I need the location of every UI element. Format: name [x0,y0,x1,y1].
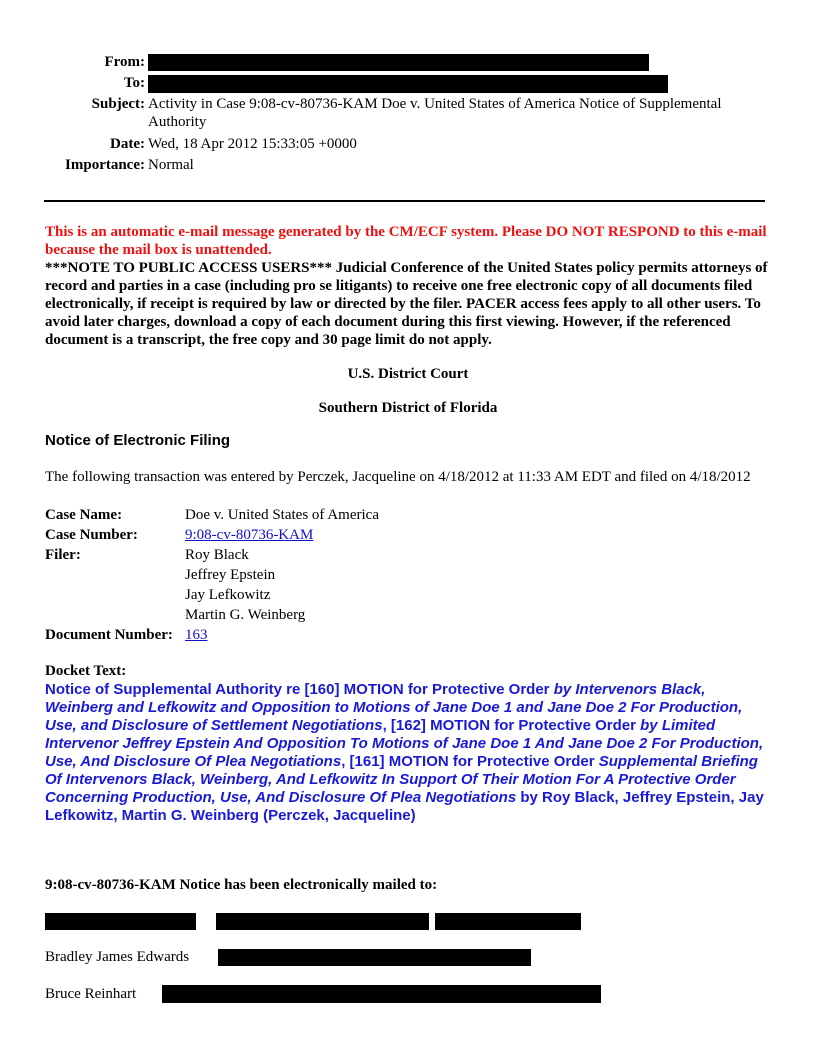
subject-value: Activity in Case 9:08-cv-80736-KAM Doe v. United States of America Notice of Supplemental Authority [148,96,722,130]
email-header [0,52,816,176]
public-access-note: ***NOTE TO PUBLIC ACCESS USERS*** Judicial Conference of the United States policy permits attorneys of record and parties in a case (including pro se litigants) to receive one free electronic copy of all documents filed electronically, if receipt is required by law or directed by the filer. PACER access fees apply to all other users. To avoid later charges, download a copy of each document during this first viewing. However, if the referenced document is a transcript, the free copy and 30 page limit do not apply. [45,260,768,348]
docket-segment-italic: by Intervenors Black, Weinberg and Lefkowitz and Opposition to Motions of Jane Doe 1 and Jane Doe 2 For Production, Use, and Disclosure of Settlement Negotiations [45,681,743,734]
recipient-name: Bruce Reinhart [45,986,137,1002]
filer-label: Filer: [45,547,81,563]
court-district: Southern District of Florida [318,400,498,416]
docket-segment: Notice of Supplemental Authority re [160] MOTION for Protective Order [45,681,554,698]
docket-segment-italic: by Limited Intervenor Jeffrey Epstein And Opposition To Motions of Jane Doe 1 And Jane Doe 2 For Production, Use, And Disclosure Of Plea Negotiations [45,717,764,770]
document-number-label: Document Number: [45,627,173,643]
date-value: Wed, 18 Apr 2012 15:33:05 +0000 [148,136,357,152]
from-row [0,52,816,73]
filer-name: Martin G. Weinberg [185,607,306,623]
mailed-to-heading: 9:08-cv-80736-KAM Notice has been electronically mailed to: [45,877,438,893]
recipient-redaction [216,913,429,930]
from-redaction [148,54,649,71]
to-row [0,73,816,94]
docket-segment-italic: Supplemental Briefing Of Intervenors Black, Weinberg, And Lefkowitz In Support Of Their Motion For A Protective Order Concerning Production, Use, And Disclosure Of Plea Negotiations [45,753,758,806]
importance-value: Normal [148,157,194,173]
transaction-text: The following transaction was entered by Perczek, Jacqueline on 4/18/2012 at 11:33 AM EDT and filed on 4/18/2012 [45,469,751,485]
to-redaction [148,75,668,93]
recipient-email-redaction [162,985,601,1003]
subject-row [0,94,816,134]
recipient-email-redaction [218,949,531,966]
case-number-label: Case Number: [45,527,138,543]
filer-name: Roy Black [185,547,249,563]
recipient-name: Bradley James Edwards [45,949,190,965]
docket-segment: , [161] MOTION for Protective Order [341,753,599,770]
date-row [0,134,816,155]
docket-text-label: Docket Text: [45,663,127,679]
case-name-label: Case Name: [45,507,123,523]
filer-name: Jeffrey Epstein [185,567,276,583]
docket-text [45,681,775,825]
docket-segment: , [162] MOTION for Protective Order [382,717,641,734]
document-number-link[interactable]: 163 [185,627,208,643]
importance-label: Importance: [65,157,145,173]
case-name-value: Doe v. United States of America [185,507,379,523]
recipient-redaction [435,913,581,930]
filer-name: Jay Lefkowitz [185,587,271,603]
importance-row [0,155,816,176]
subject-label: Subject: [91,96,145,112]
to-label: To: [123,75,145,91]
header-divider [44,200,765,202]
automatic-warning: This is an automatic e-mail message generated by the CM/ECF system. Please DO NOT RESPOND to this e-mail because the mail box is unattended. [45,224,767,258]
date-label: Date: [110,136,145,152]
notice-title: Notice of Electronic Filing [45,432,231,449]
from-label: From: [104,54,145,70]
recipient-redaction [45,913,196,930]
case-number-link[interactable]: 9:08-cv-80736-KAM [185,527,314,543]
court-name: U.S. District Court [347,366,469,382]
docket-segment: by Roy Black, Jeffrey Epstein, Jay Lefkowitz, Martin G. Weinberg (Perczek, Jacqueline) [45,789,764,824]
